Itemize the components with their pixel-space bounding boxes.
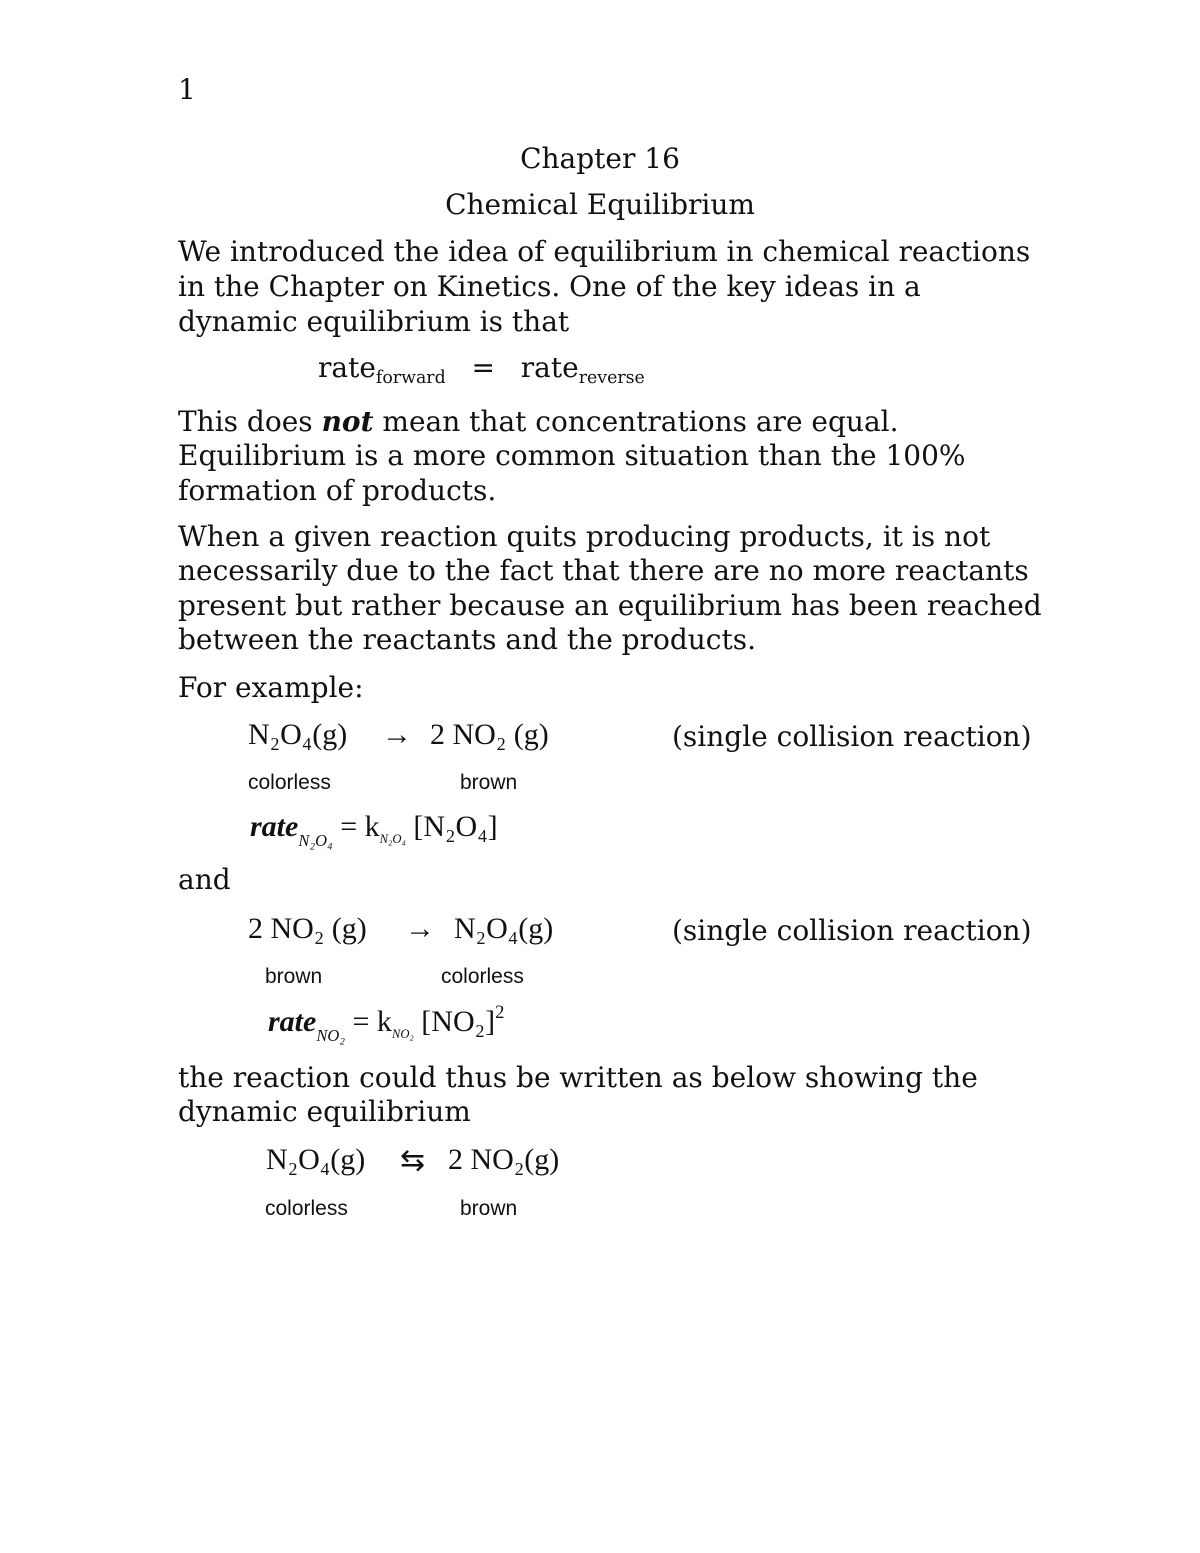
reaction2-product-color: colorless — [441, 965, 524, 988]
chapter-title: Chemical Equilibrium — [445, 188, 755, 221]
reaction1-k-sub: N₂O₄ — [379, 831, 406, 846]
rate-forward-word: rate — [318, 351, 376, 384]
connector-and: and — [178, 863, 231, 896]
page-number: 1 — [178, 73, 196, 106]
para4-line-2: dynamic equilibrium — [178, 1095, 471, 1128]
reaction1-reactant-color: colorless — [248, 771, 331, 794]
para2-emphasis: not — [321, 405, 374, 438]
rate-forward-sub: forward — [375, 368, 446, 389]
reaction1-arrow: → — [382, 718, 412, 751]
para3-line-4: between the reactants and the products. — [178, 623, 757, 656]
reaction1-rate-rhs: = k — [340, 810, 380, 843]
reaction2-reactant: 2 NO₂ (g) — [248, 912, 367, 945]
para3-line-2: necessarily due to the fact that there are no more reactants — [178, 554, 1029, 587]
rate-equality-equation — [318, 350, 645, 389]
equilibrium-product-color: brown — [460, 1197, 518, 1220]
reaction2-rate-conc: [NO₂] — [421, 1005, 496, 1038]
para2-line-2: Equilibrium is a more common situation than the 100% — [178, 439, 966, 472]
reaction1-product: 2 NO₂ (g) — [430, 718, 549, 751]
reaction2-note: (single collision reaction) — [672, 914, 1032, 947]
para4-line-1: the reaction could thus be written as below showing the — [178, 1061, 978, 1094]
reaction2-k-sub: NO₂ — [391, 1026, 414, 1041]
equilibrium-reactant-color: colorless — [265, 1197, 348, 1220]
equilibrium-reactant: N₂O₄(g) — [266, 1143, 366, 1176]
reaction2-rate-word: rate — [268, 1005, 317, 1038]
equilibrium-product: 2 NO₂(g) — [448, 1143, 560, 1176]
para2-line-1 — [178, 404, 899, 439]
example-label: For example: — [178, 671, 364, 704]
intro-line-2: in the Chapter on Kinetics. One of the key ideas in a — [178, 270, 921, 303]
reaction1-note: (single collision reaction) — [672, 720, 1032, 753]
equals-sign: = — [471, 351, 495, 384]
reaction1-product-color: brown — [460, 771, 518, 794]
para2-line-3: formation of products. — [178, 474, 497, 507]
reaction2-arrow: → — [405, 912, 435, 945]
rate-reverse-sub: reverse — [578, 368, 645, 389]
reaction2-rate-law — [268, 1001, 505, 1045]
reaction2-rate-exponent: 2 — [495, 1001, 505, 1023]
reaction1-rate-conc: [N₂O₄] — [413, 810, 498, 843]
para2-suffix: mean that concentrations are equal. — [373, 405, 899, 438]
reaction1-reactant: N₂O₄(g) — [248, 718, 348, 751]
reaction1-rate-word: rate — [250, 810, 299, 843]
para3-line-3: present but rather because an equilibrium has been reached — [178, 589, 1042, 622]
intro-line-3: dynamic equilibrium is that — [178, 305, 570, 338]
reaction1-rate-sub: N₂O₄ — [298, 830, 333, 850]
reaction1-rate-law — [250, 810, 498, 850]
reaction2-product: N₂O₄(g) — [454, 912, 554, 945]
reaction2-reactant-color: brown — [265, 965, 323, 988]
equilibrium-arrow: ⇆ — [400, 1144, 426, 1177]
para2-prefix: This does — [178, 405, 322, 438]
para3-line-1: When a given reaction quits producing products, it is not — [178, 520, 991, 553]
reaction2-rate-rhs: = k — [352, 1005, 392, 1038]
intro-line-1: We introduced the idea of equilibrium in chemical reactions — [178, 235, 1031, 268]
chapter-heading: Chapter 16 — [520, 142, 680, 175]
reaction2-rate-sub: NO₂ — [316, 1025, 345, 1045]
rate-reverse-word: rate — [520, 351, 579, 384]
